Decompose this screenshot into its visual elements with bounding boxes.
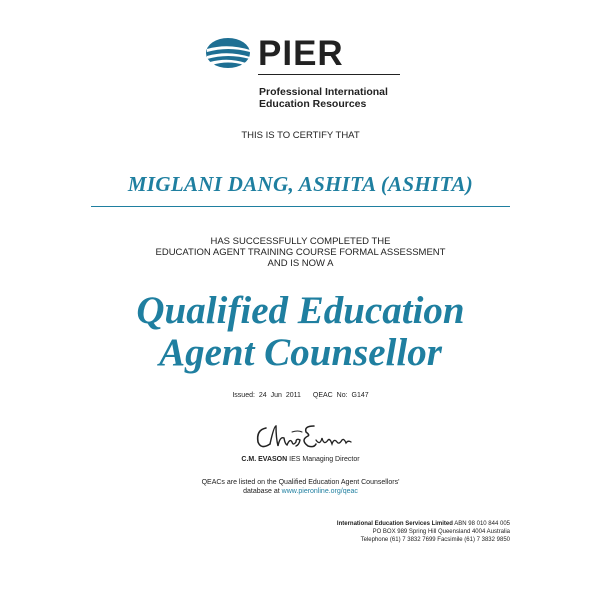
registry-note [0,478,601,496]
qualification-line-2: Agent Counsellor [159,331,442,374]
issuer-abn: ABN 98 010 844 005 [454,521,510,527]
issuer-address [337,520,510,544]
recipient-name: MIGLANI DANG, ASHITA (ASHITA) [127,172,474,196]
signer-title: IES Managing Director [289,456,360,463]
issuer-company: International Education Services Limited [336,521,453,527]
certify-text: THIS IS TO CERTIFY THAT [241,130,360,141]
org-line-1: Professional International [259,86,388,98]
qualification-title [0,290,601,374]
completion-line-3: AND IS NOW A [267,258,334,269]
registry-link[interactable]: www.pieronline.org/qeac [281,488,358,495]
qeac-number: QEAC No: G147 [312,392,369,399]
issuer-line-2: PO BOX 989 Spring Hill Queensland 4004 Australia [372,529,510,535]
issuer-line-1 [337,520,510,528]
completion-line-1: HAS SUCCESSFULLY COMPLETED THE [210,236,391,247]
issue-date: Issued: 24 Jun 2011 [232,392,301,399]
registry-line-2 [0,487,601,496]
completion-statement [0,236,601,269]
name-divider [91,206,510,207]
signature-image [252,418,356,454]
signer-name: C.M. EVASON [241,456,288,463]
logo-underline [258,74,400,75]
pier-logo-icon [204,37,252,69]
org-line-2: Education Resources [259,98,367,110]
organization-name [259,86,388,110]
completion-line-2: EDUCATION AGENT TRAINING COURSE FORMAL ASSESSMENT [155,247,446,258]
signer-line [0,456,601,463]
qualification-line-1: Qualified Education [136,289,465,332]
registry-line-1: QEACs are listed on the Qualified Education Agent Counsellors' [201,479,400,486]
logo-wordmark: PIER [258,34,344,73]
issue-details [0,392,601,399]
issuer-line-3: Telephone (61) 7 3832 7699 Facsimile (61) 7 3832 9850 [360,537,510,543]
registry-prefix: database at [243,488,280,495]
